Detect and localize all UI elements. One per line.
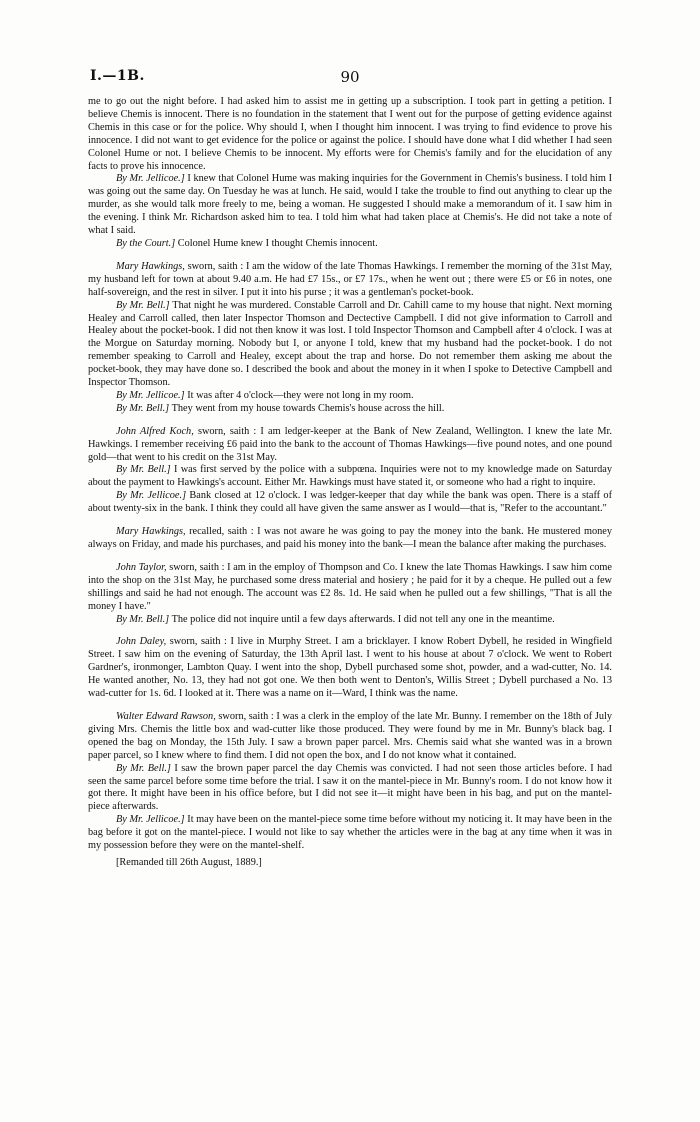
- speaker-label: Mary Hawkings,: [116, 260, 185, 272]
- paragraph-text: I saw the brown paper parcel the day Chemis was convicted. I had not seen those articles before. I had seen the same parcel before some time before the trial. I saw it on the mantel-piece in Mr. Bunny's room. I do not know how it got there. It might have been in his office before, but I did not see it—it might have been in his bag, and put on the mantel-piece afterwards.: [88, 762, 612, 813]
- paragraph: [88, 614, 612, 627]
- paragraph-text: I knew that Colonel Hume was making inquiries for the Government in Chemis's business. I told him I was going out the same day. On Tuesday he was at lunch. He said, would I take the trouble to find out anything to clear up the murder, as she would talk more freely to me, being a woman. He suggested I should make a memorandum of it. I saw him in the evening. I think Mr. Richardson asked him to tea. I told him what had taken place at Chemis's. He did not take a note of what I said.: [88, 173, 612, 237]
- speaker-label: Mary Hawkings,: [116, 526, 186, 538]
- document-body: [88, 96, 612, 870]
- speaker-label: By Mr. Bell.]: [116, 464, 171, 476]
- paragraph: [88, 636, 612, 701]
- paragraph: [88, 238, 612, 251]
- speaker-label: John Daley,: [116, 636, 167, 648]
- paragraph: [88, 562, 612, 614]
- paragraph: [88, 814, 612, 853]
- speaker-label: By Mr. Jellicoe.]: [116, 173, 185, 185]
- speaker-label: By Mr. Bell.]: [116, 299, 170, 311]
- paragraph-text: They went from my house towards Chemis's house across the hill.: [169, 402, 445, 414]
- paragraph: [88, 490, 612, 516]
- speaker-label: By Mr. Jellicoe.]: [116, 814, 185, 826]
- speaker-label: By Mr. Bell.]: [116, 402, 170, 414]
- speaker-label: John Alfred Koch,: [116, 425, 194, 437]
- speaker-label: By Mr. Bell.]: [116, 613, 170, 625]
- speaker-label: By Mr. Jellicoe.]: [116, 389, 185, 401]
- paragraph: [88, 464, 612, 490]
- paragraph-text: Bank closed at 12 o'clock. I was ledger-keeper that day while the bank was open. There is a staff of about twenty-six in the bank. I think they could all have given the same answer as I would—that is, "Refer to the accountant.": [88, 490, 612, 515]
- remand-note: [Remanded till 26th August, 1889.]: [116, 856, 262, 868]
- paragraph: [88, 300, 612, 390]
- paper-reference: I.—1B.: [90, 68, 145, 84]
- paragraph: [88, 390, 612, 403]
- paragraph: [88, 711, 612, 763]
- speaker-label: By Mr. Jellicoe.]: [116, 490, 187, 502]
- paragraph-text: sworn, saith : I was a clerk in the employ of the late Mr. Bunny. I remember on the 18th of July giving Mrs. Chemis the little box and wad-cutter like those produced. They were found by me in Mr. Bunny's black bag. I opened the bag on Monday, the 15th July. I saw a brown paper parcel. Mrs. Chemis said what she wanted was in a brown paper parcel, so I knew where to find them. I did not open the box, and I do not know what it contained.: [88, 710, 613, 761]
- paragraph: [88, 526, 612, 552]
- paragraph-text: sworn, saith : I am the widow of the late Thomas Hawkings. I remember the morning of the 31st May, my husband left for town at about 9.40 a.m. He had £7 15s., or £7 17s., when he went out ; there were £5 or £6 in notes, one half-sovereign, and the rest in silver. I put it into his purse ; it was a gentleman's pocket-book.: [88, 260, 613, 298]
- paragraph-text: I was first served by the police with a subpœna. Inquiries were not to my knowledge made on Saturday about the payment to Hawkings's account. Either Mr. Hawkings must have stated it, or someone who had a right to inquire.: [88, 464, 612, 489]
- paragraph-text: Colonel Hume knew I thought Chemis innocent.: [175, 237, 378, 249]
- speaker-label: Walter Edward Rawson,: [116, 710, 216, 722]
- page-number: 90: [340, 68, 360, 86]
- paragraph: [88, 261, 612, 300]
- paragraph: [88, 96, 612, 173]
- paragraph-text: The police did not inquire until a few days afterwards. I did not tell any one in the meantime.: [169, 613, 555, 625]
- paragraph: [88, 426, 612, 465]
- paragraph-text: It was after 4 o'clock—they were not long in my room.: [184, 389, 414, 401]
- paragraph: [88, 173, 612, 238]
- speaker-label: John Taylor,: [116, 561, 167, 573]
- paragraph-text: sworn, saith : I am in the employ of Thompson and Co. I knew the late Thomas Hawkings. I saw him come into the shop on the 31st May, he purchased some dress material and hosiery ; he paid for it by a cheque. He pulled out a few shillings and said he had not enough. The account was £2 8s. 1d. He said when he pulled out a few shillings, "That is all the money I have.": [88, 561, 612, 612]
- paragraph-text: sworn, saith : I live in Murphy Street. I am a bricklayer. I know Robert Dybell, he resided in Wingfield Street. I saw him on the evening of Saturday, the 13th April last. I went to his house at about 7 o'clock. We went to Robert Gardner's, ironmonger, Lambton Quay. I went into the shop, Dybell purchased some shot, powder, and a wad-cutter, No. 14. He wanted another, No. 13, they had not got one. We then both went to Denton's, Willis Street ; Dybell purchased a No. 13 wad-cutter for 1s. 6d. I looked at it. There was a name on it—Ward, I think was the name.: [88, 636, 612, 700]
- paragraph-text: sworn, saith : I am ledger-keeper at the Bank of New Zealand, Wellington. I knew the late Mr. Hawkings. I remember receiving £6 paid into the bank to the account of Thomas Hawkings—five pound notes, and one pound gold—that went to his credit on the 31st May.: [88, 425, 612, 463]
- speaker-label: By Mr. Bell.]: [116, 762, 171, 774]
- paragraph-text: recalled, saith : I was not aware he was going to pay the money into the bank. He mustered money always on Friday, and made his purchases, and paid his money into the bank—I mean the balance after making the purchases.: [88, 526, 612, 550]
- paragraph-text: It may have been on the mantel-piece some time before without my noticing it. It may have been in the bag before it got on the mantel-piece. I would not like to say whether the articles were in the bag at any time when it was in my possession before they were on the mantel-shelf.: [88, 814, 612, 852]
- paragraph-text: That night he was murdered. Constable Carroll and Dr. Cahill came to my house that night. Next morning Healey and Carroll called, then later Inspector Thomson and Dectective Campbell. I did not give information to Carroll and Healey about the pocket-book. I did not then know it was lost. I told Inspector Thomson and Campbell after 4 o'clock. I was at the Morgue on Saturday morning. Nobody but I, or anyone I told, knew that my husband had the pocket-book. I do not remember speaking to Carroll and Healey, except about the trap and horse. Do not remember them asking me about the pocket-book, they may have done so. I described the book and about the money in it when I spoke to Detective Campbell and Inspector Thomson.: [88, 299, 612, 389]
- paragraph: [88, 403, 612, 416]
- paragraph: [88, 763, 612, 815]
- paragraph-text: me to go out the night before. I had asked him to assist me in getting up a subscription. I took part in getting a petition. I believe Chemis is innocent. There is no foundation in the statement that I went out for the purpose of getting evidence against Chemis in this case or for the police. Why should I, when I thought him innocent. I was trying to find evidence to prove his innocence. I did not want to get evidence for the police or against the police. I should have done what I did whether I had seen Colonel Hume or not. I believe Chemis to be innocent. My efforts were for Chemis's family and for the elucidation of any facts to prove his innocence.: [88, 96, 612, 172]
- page-header: [90, 68, 610, 88]
- speaker-label: By the Court.]: [116, 237, 176, 249]
